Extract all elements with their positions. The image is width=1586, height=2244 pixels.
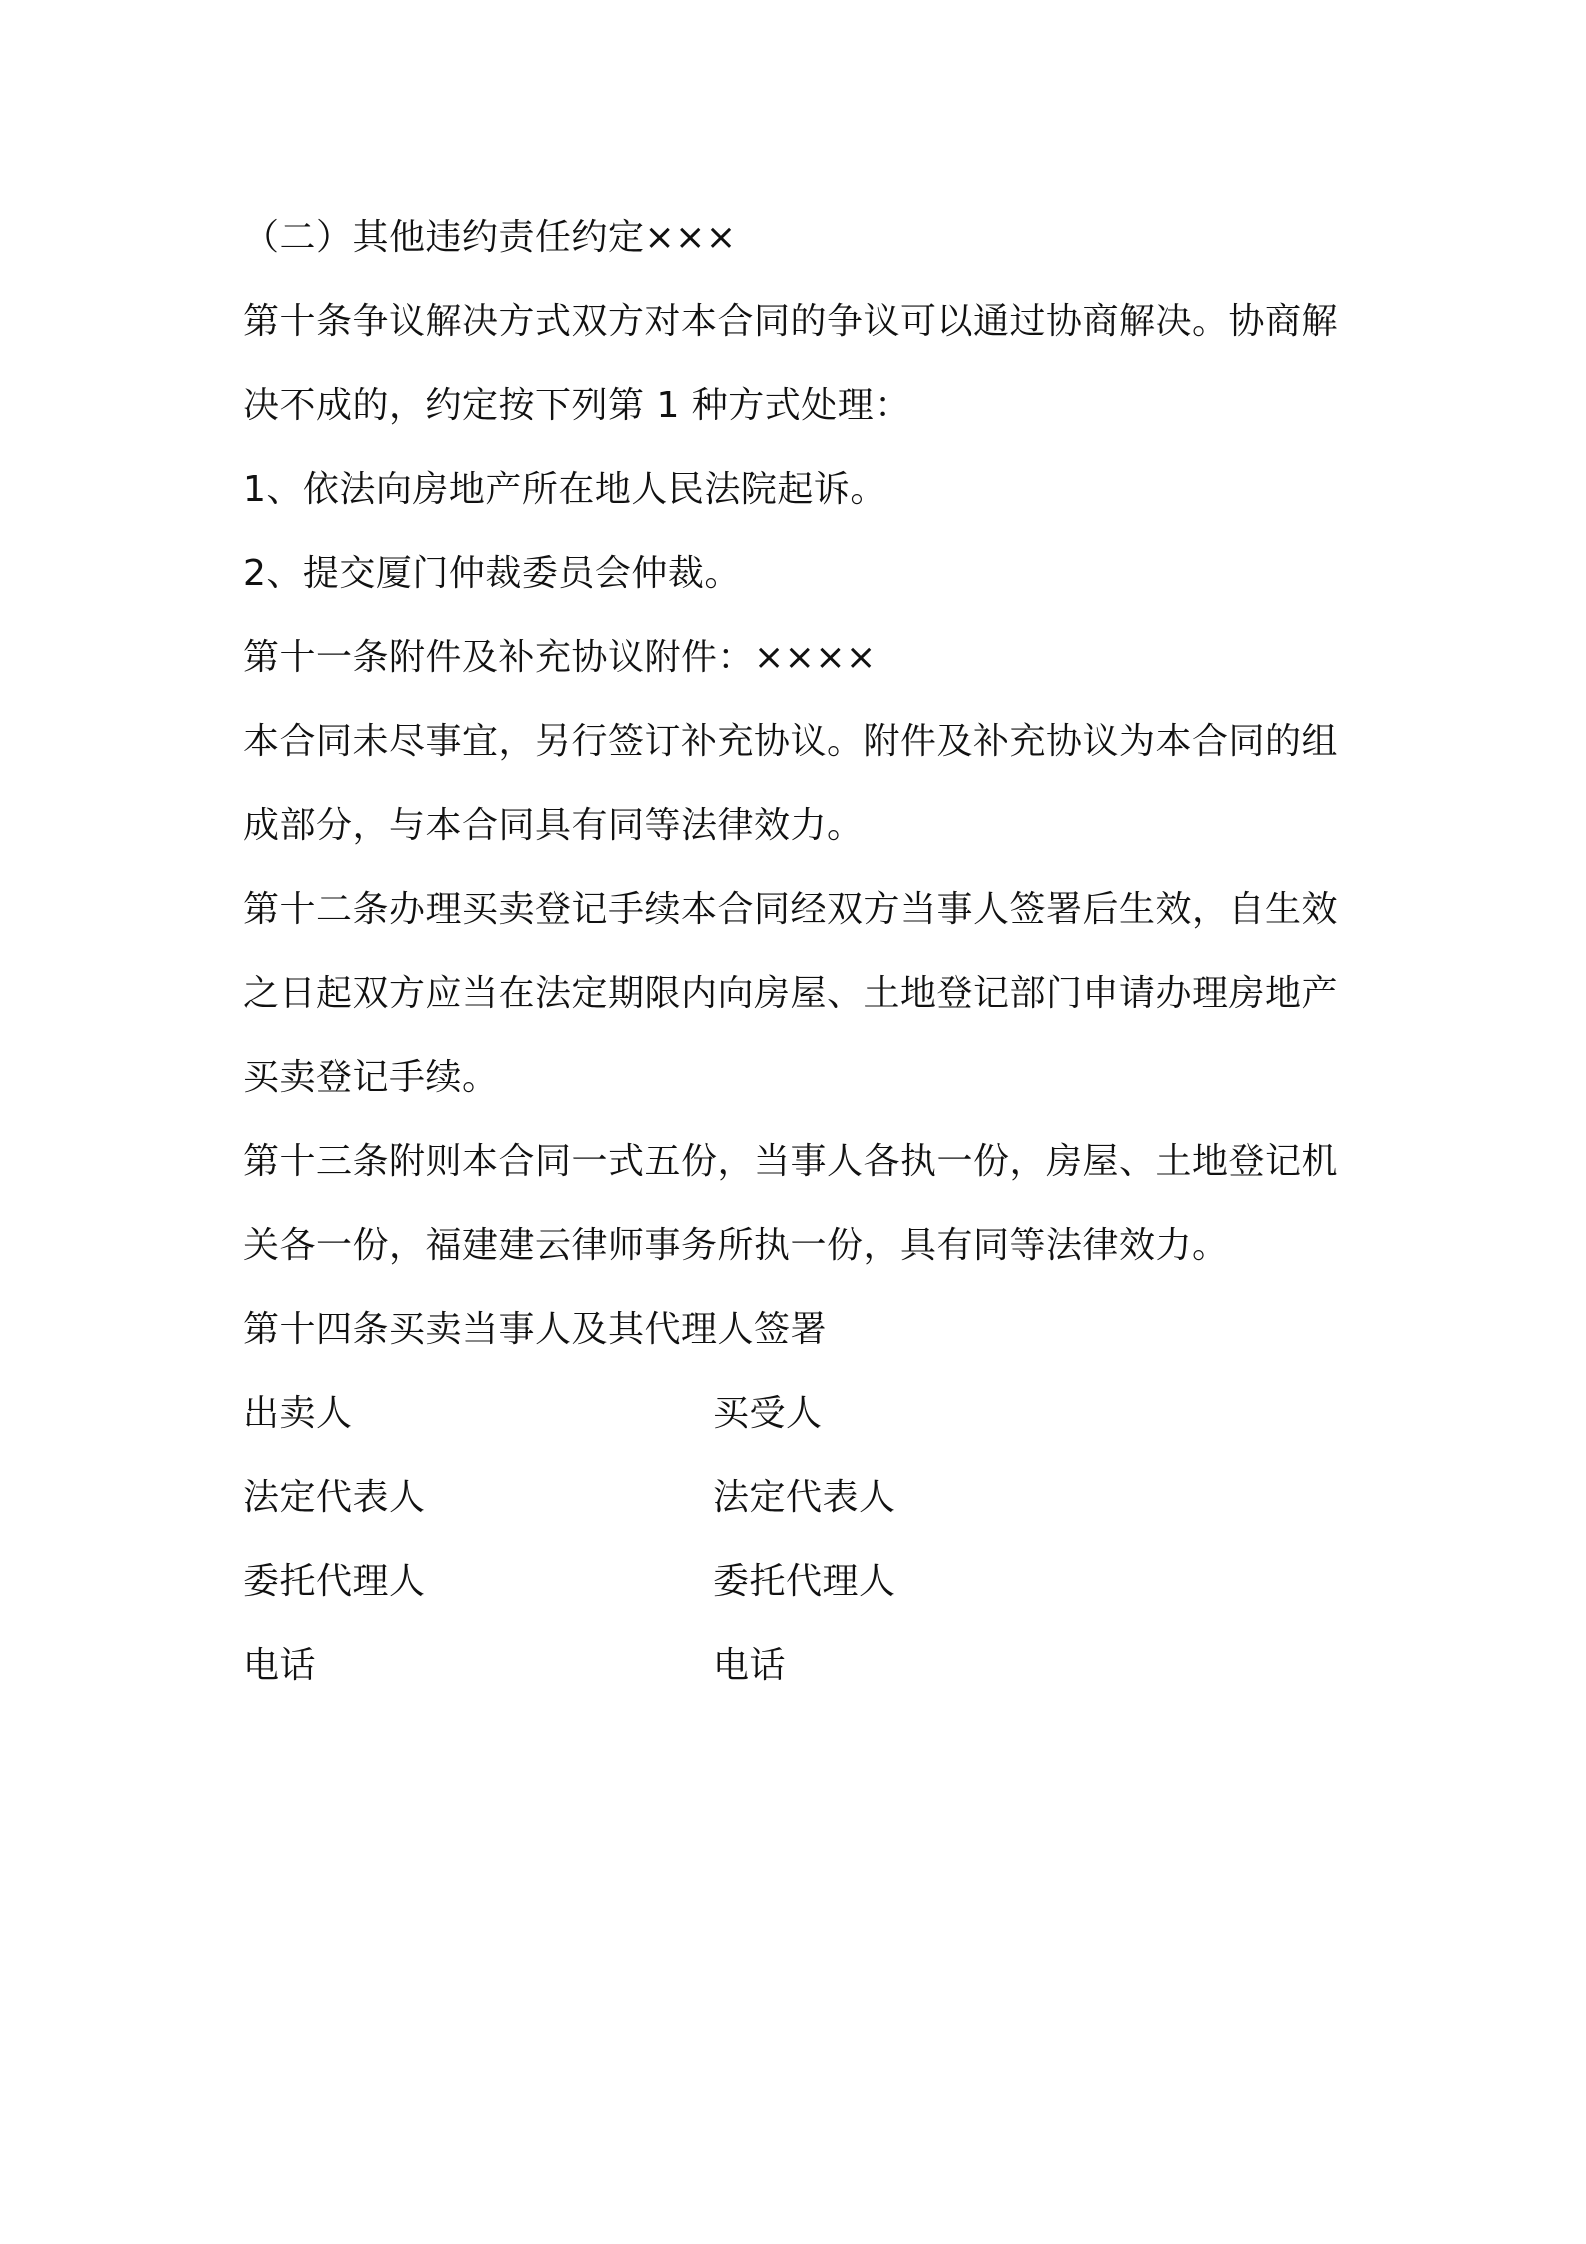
- seller-agent-label: 委托代理人: [243, 1561, 426, 1602]
- document-body: [243, 196, 1363, 1708]
- clause-11-attachments: 第十一条附件及补充协议附件：××××: [243, 637, 877, 678]
- clause-14-signatures-heading: 第十四条买卖当事人及其代理人签署: [243, 1309, 828, 1350]
- buyer-agent-label: 委托代理人: [713, 1561, 896, 1602]
- signature-row: [243, 1624, 1363, 1708]
- seller-legal-rep-label: 法定代表人: [243, 1477, 426, 1518]
- clause-11-supplement: 本合同未尽事宜，另行签订补充协议。附件及补充协议为本合同的组成部分，与本合同具有同等法律效力。: [243, 721, 1339, 846]
- dispute-option-1: 1、依法向房地产所在地人民法院起诉。: [243, 469, 887, 510]
- clause-10-dispute-resolution: 第十条争议解决方式双方对本合同的争议可以通过协商解决。协商解决不成的，约定按下列第 1 种方式处理：: [243, 301, 1339, 426]
- clause-13-supplementary-provisions: 第十三条附则本合同一式五份，当事人各执一份，房屋、土地登记机关各一份，福建建云律师事务所执一份，具有同等法律效力。: [243, 1141, 1339, 1266]
- signature-block: [243, 1372, 1363, 1708]
- seller-label: 出卖人: [243, 1393, 353, 1434]
- buyer-label: 买受人: [713, 1393, 823, 1434]
- clause-other-liability: （二）其他违约责任约定×××: [243, 217, 737, 258]
- signature-row: [243, 1456, 1363, 1540]
- signature-row: [243, 1372, 1363, 1456]
- seller-phone-label: 电话: [243, 1645, 317, 1686]
- clause-12-registration: 第十二条办理买卖登记手续本合同经双方当事人签署后生效，自生效之日起双方应当在法定期限内向房屋、土地登记部门申请办理房地产买卖登记手续。: [243, 889, 1339, 1098]
- buyer-phone-label: 电话: [713, 1645, 787, 1686]
- signature-row: [243, 1540, 1363, 1624]
- dispute-option-2: 2、提交厦门仲裁委员会仲裁。: [243, 553, 741, 594]
- buyer-legal-rep-label: 法定代表人: [713, 1477, 896, 1518]
